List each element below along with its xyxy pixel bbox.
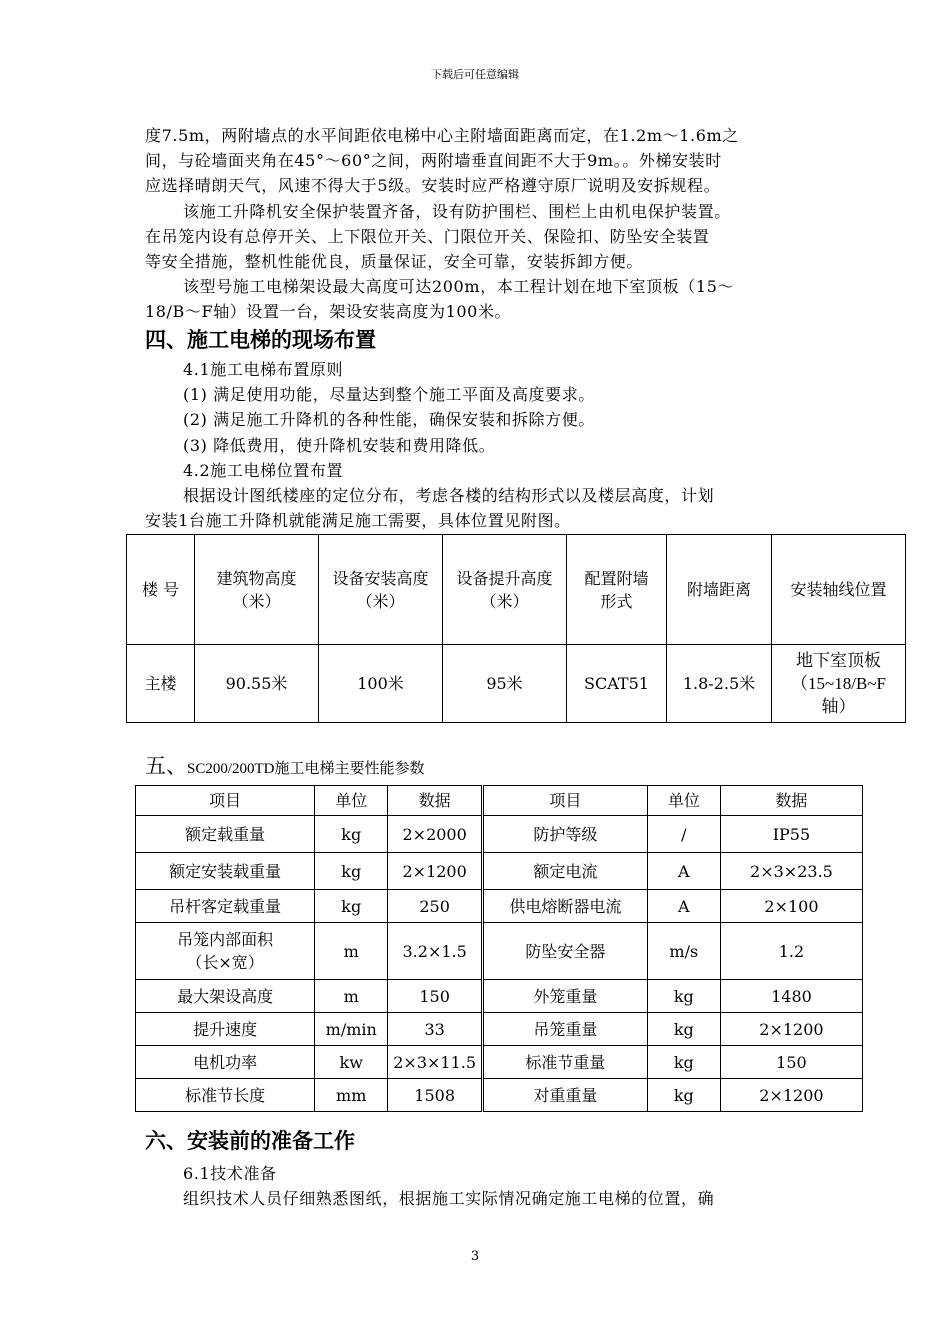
section-number: 五、 [145, 754, 187, 778]
table-header-cell: 配置附墙形式 [567, 535, 667, 645]
table-cell: 2×3×23.5 [720, 853, 862, 890]
subheading: 4.1施工电梯布置原则 [183, 360, 344, 379]
table-row [136, 853, 863, 890]
table-cell: 2×1200 [388, 853, 483, 890]
table-cell: kw [315, 1046, 388, 1079]
table-cell: 防护等级 [483, 816, 648, 853]
body-line: 等安全措施，整机性能优良，质量保证，安全可靠，安装拆卸方便。 [145, 252, 644, 271]
table-header-cell: 建筑物高度（米） [195, 535, 319, 645]
table-cell: 防坠安全器 [483, 923, 648, 980]
table-row [136, 923, 863, 980]
table-header-cell: 项目 [136, 786, 315, 816]
table-cell: 电机功率 [136, 1046, 315, 1079]
table-cell: 对重重量 [483, 1079, 648, 1112]
table-cell: 100米 [319, 645, 443, 723]
table-cell: 250 [388, 890, 483, 923]
table-cell: 3.2×1.5 [388, 923, 483, 980]
body-line: 间，与砼墙面夹角在45°～60°之间，两附墙垂直间距不大于9m。。外梯安装时 [145, 151, 722, 170]
table-cell: 提升速度 [136, 1013, 315, 1046]
list-item: (3) 降低费用，使升降机安装和费用降低。 [183, 436, 496, 455]
table-cell: kg [647, 1079, 720, 1112]
table-header-cell: 单位 [647, 786, 720, 816]
table-cell: 额定电流 [483, 853, 648, 890]
subheading: 6.1技术准备 [183, 1164, 277, 1183]
table-header-cell: 项目 [483, 786, 648, 816]
table-cell: A [647, 890, 720, 923]
page-number: 3 [470, 1249, 480, 1264]
table-header-cell: 数据 [388, 786, 483, 816]
body-line: 该型号施工电梯架设最大高度可达200m，本工程计划在地下室顶板（15～ [183, 277, 735, 296]
table-cell: 吊笼重量 [483, 1013, 648, 1046]
table-cell: m [315, 923, 388, 980]
table-cell: 供电熔断器电流 [483, 890, 648, 923]
table-cell: 2×1200 [720, 1079, 862, 1112]
table-header-cell: 数据 [720, 786, 862, 816]
body-line: 在吊笼内设有总停开关、上下限位开关、门限位开关、保险扣、防坠安全装置 [145, 227, 710, 246]
table-header-row [127, 535, 906, 645]
body-line: 组织技术人员仔细熟悉图纸，根据施工实际情况确定施工电梯的位置，确 [183, 1189, 715, 1208]
section-heading: 六、安装前的准备工作 [145, 1129, 355, 1153]
table-row [136, 890, 863, 923]
table-row [136, 1079, 863, 1112]
table-cell: 地下室顶板（15~18/B~F轴） [772, 645, 906, 723]
table-cell: 2×1200 [720, 1013, 862, 1046]
table-row [136, 980, 863, 1013]
table-row [136, 1046, 863, 1079]
table-cell: 150 [720, 1046, 862, 1079]
table-header-cell: 设备提升高度（米） [443, 535, 567, 645]
table-cell: 33 [388, 1013, 483, 1046]
table-cell: 1.2 [720, 923, 862, 980]
table-cell: 额定载重量 [136, 816, 315, 853]
table-cell: m/s [647, 923, 720, 980]
table-header-cell: 设备安装高度（米） [319, 535, 443, 645]
performance-parameters-table [135, 785, 863, 1112]
table-row [136, 1013, 863, 1046]
table-cell: 标准节长度 [136, 1079, 315, 1112]
table-header-cell: 附墙距离 [667, 535, 772, 645]
subheading: 4.2施工电梯位置布置 [183, 461, 344, 480]
body-line: 18/B～F轴）设置一台，架设安装高度为100米。 [145, 302, 512, 321]
body-line: 应选择晴朗天气，风速不得大于5级。安装时应严格遵守原厂说明及安拆规程。 [145, 176, 721, 195]
table-cell: kg [647, 1046, 720, 1079]
table-cell: 最大架设高度 [136, 980, 315, 1013]
table-cell: kg [315, 853, 388, 890]
list-item: (2) 满足施工升降机的各种性能，确保安装和拆除方便。 [183, 410, 595, 429]
table-cell: mm [315, 1079, 388, 1112]
list-item: (1) 满足使用功能，尽量达到整个施工平面及高度要求。 [183, 385, 595, 404]
section-heading-5 [145, 750, 425, 780]
table-cell: 90.55米 [195, 645, 319, 723]
table-cell: 额定安装载重量 [136, 853, 315, 890]
table-header-row [136, 786, 863, 816]
table-cell: 1480 [720, 980, 862, 1013]
table-cell: 2×2000 [388, 816, 483, 853]
table-cell: 1508 [388, 1079, 483, 1112]
section-heading: 四、施工电梯的现场布置 [145, 328, 376, 352]
table-cell: 95米 [443, 645, 567, 723]
body-line: 安装1台施工升降机就能满足施工需要，具体位置见附图。 [145, 511, 571, 530]
table-cell: kg [647, 1013, 720, 1046]
table-cell: 1.8-2.5米 [667, 645, 772, 723]
table-cell: kg [315, 890, 388, 923]
table-cell: SCAT51 [567, 645, 667, 723]
table-cell: m/min [315, 1013, 388, 1046]
body-line: 度7.5m，两附墙点的水平间距依电梯中心主附墙面距离而定，在1.2m～1.6m之 [145, 126, 739, 145]
table-cell: 2×3×11.5 [388, 1046, 483, 1079]
table-cell: kg [647, 980, 720, 1013]
table-cell: / [647, 816, 720, 853]
section-title: SC200/200TD施工电梯主要性能参数 [187, 761, 425, 777]
table-row [127, 645, 906, 723]
table-cell: 外笼重量 [483, 980, 648, 1013]
table-cell: 标准节重量 [483, 1046, 648, 1079]
table-cell: A [647, 853, 720, 890]
table-header-cell: 楼 号 [127, 535, 195, 645]
table-header-cell: 安装轴线位置 [772, 535, 906, 645]
elevator-location-table [126, 534, 906, 723]
table-cell: kg [315, 816, 388, 853]
body-line: 根据设计图纸楼座的定位分布，考虑各楼的结构形式以及楼层高度，计划 [183, 486, 715, 505]
table-cell: 主楼 [127, 645, 195, 723]
table-cell: 150 [388, 980, 483, 1013]
table-cell: 2×100 [720, 890, 862, 923]
body-line: 该施工升降机安全保护装置齐备，设有防护围栏、围栏上由机电保护装置。 [183, 202, 731, 221]
table-cell: 吊杆客定载重量 [136, 890, 315, 923]
table-row [136, 816, 863, 853]
table-cell: m [315, 980, 388, 1013]
table-cell: IP55 [720, 816, 862, 853]
table-cell: 吊笼内部面积（长×宽） [136, 923, 315, 980]
page-header: 下载后可任意编辑 [431, 68, 519, 81]
table-header-cell: 单位 [315, 786, 388, 816]
